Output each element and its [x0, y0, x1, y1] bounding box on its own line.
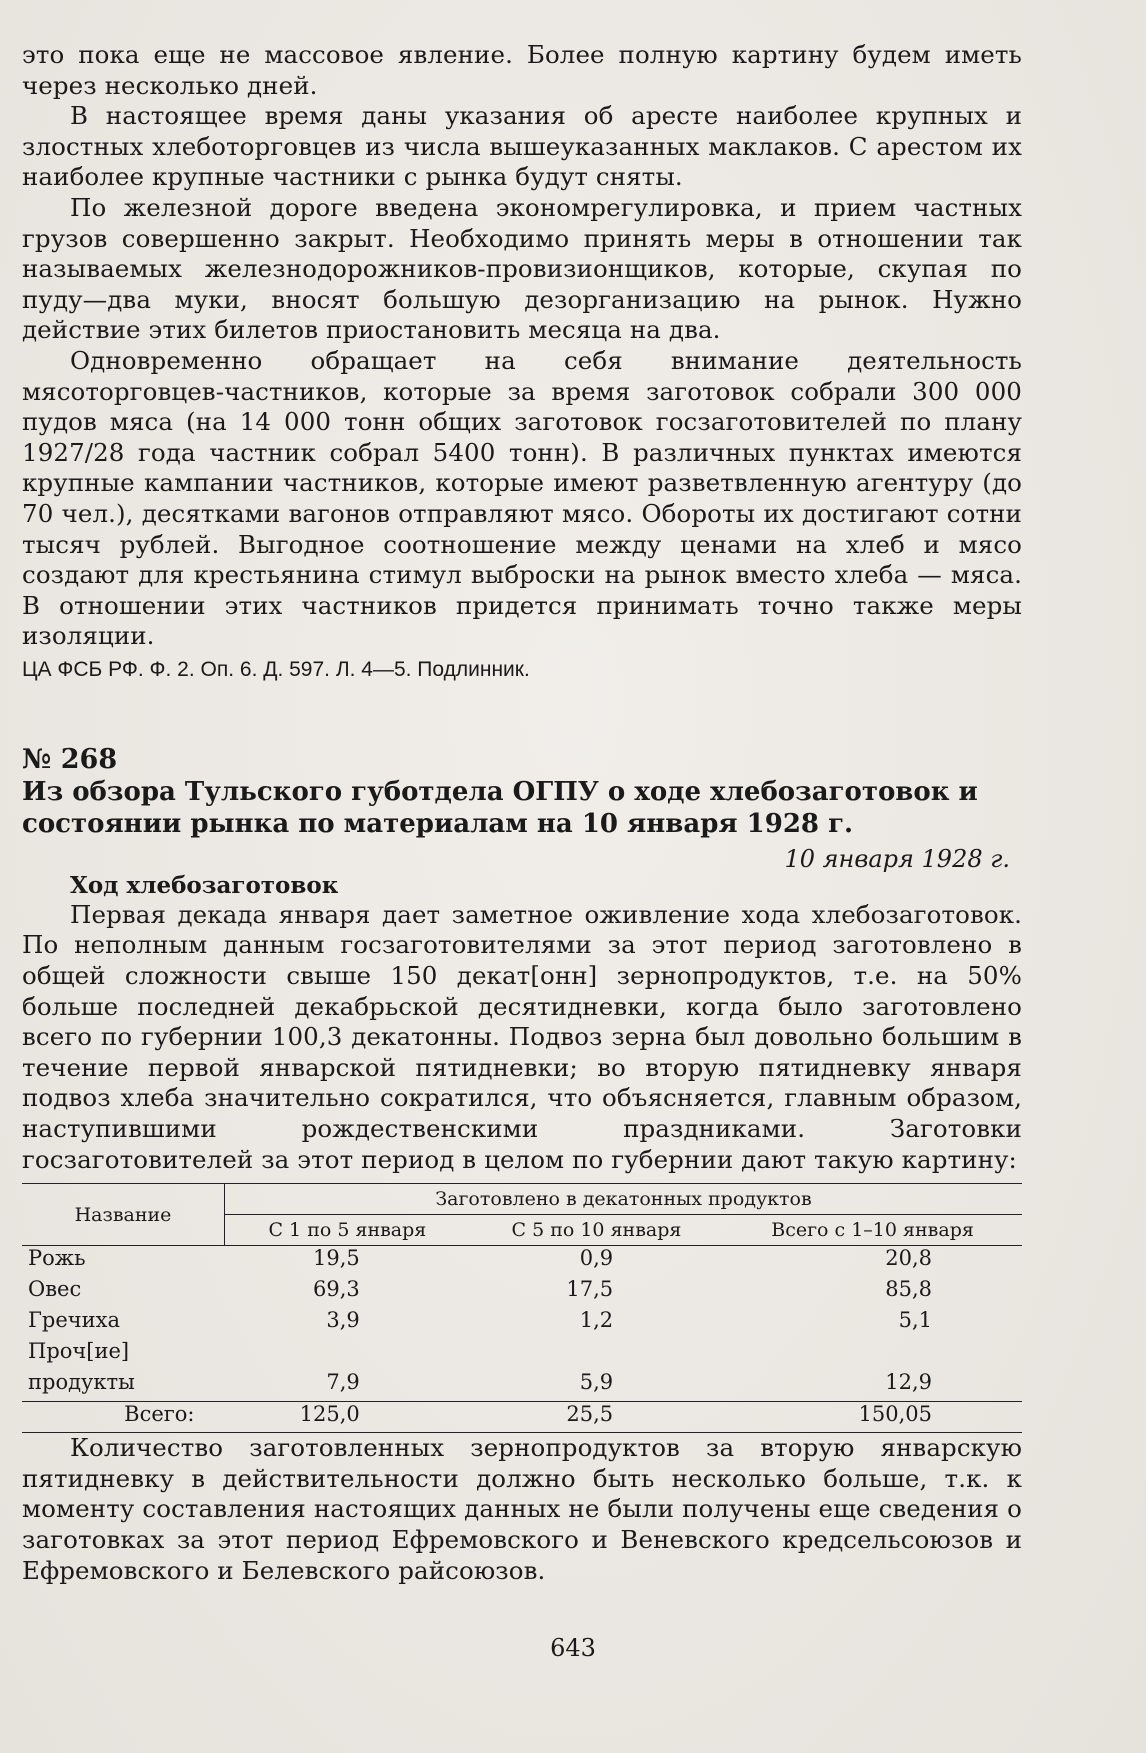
cell-value: 0,9 — [579, 1246, 614, 1271]
page-number: 643 — [550, 1634, 596, 1662]
table-row — [22, 1370, 1022, 1402]
section-heading: Ход хлебозаготовок — [70, 871, 339, 899]
total-label: Всего: — [22, 1402, 225, 1433]
cell-value: 12,9 — [885, 1370, 932, 1395]
archive-source-note: ЦА ФСБ РФ. Ф. 2. Оп. 6. Д. 597. Л. 4—5. Подлинник. — [22, 657, 530, 681]
paragraph: Количество заготовленных зернопродуктов за вторую январскую пятидневку в действительности должно быть несколько больше, т.к. к моменту составления настоящих данных не были получены еще сведения о заготовках за этот период Ефремовского и Веневского кредсельсоюзов и Ефремовского и Белевского райсоюзов. — [22, 1433, 1022, 1585]
document-date: 10 января 1928 г. — [784, 844, 1010, 873]
total-value: 25,5 — [470, 1402, 723, 1433]
text-column — [22, 40, 1022, 1586]
row-name: Рожь — [28, 1246, 86, 1271]
document-title: Из обзора Тульского губотдела ОГПУ о ходе хлебозаготовок и состоянии рынка по материалам на 10 января 1928 г. — [22, 776, 978, 839]
paragraph: это пока еще не массовое явление. Более полную картину будем иметь через несколько дней. — [22, 40, 1022, 100]
total-value: 125,0 — [225, 1402, 470, 1433]
cell-value: 7,9 — [326, 1370, 360, 1395]
paragraph: В настоящее время даны указания об аресте наиболее крупных и злостных хлеботорговцев из числа вышеуказанных маклаков. С арестом их наиболее крупные частники с рынка будут сняты. — [22, 101, 1022, 192]
cell-value: 5,9 — [579, 1370, 614, 1395]
cell-value: 3,9 — [326, 1308, 360, 1333]
column-header-name: Название — [22, 1184, 225, 1246]
cell-value: 19,5 — [313, 1246, 360, 1271]
total-value: 150,05 — [723, 1402, 1022, 1433]
procurement-table — [22, 1183, 1022, 1433]
table-row — [22, 1339, 1022, 1370]
column-header-group: Заготовлено в декатонных продуктов — [225, 1184, 1023, 1215]
table-row — [22, 1308, 1022, 1339]
cell-value: 85,8 — [885, 1277, 932, 1302]
row-name: Проч[ие] — [28, 1339, 130, 1364]
paragraph: Первая декада января дает заметное оживление хода хлебозаготовок. По неполным данным госзаготовителями за этот период заготовлено в общей сложности свыше 150 декат[онн] зернопродуктов, т.е. на 50% больше последней декабрьской десятидневки, когда было заготовлено всего по губернии 100,3 декатонны. Подвоз зерна был довольно большим в течение первой январской пятидневки; во вторую пятидневку января подвоз хлеба значительно сократился, что объясняется, главным образом, наступившими рождественскими праздниками. Заготовки госзаготовителей за этот период в целом по губернии дают такую картину: — [22, 899, 1022, 1174]
table-row — [22, 1246, 1022, 1278]
cell-value: 1,2 — [579, 1308, 614, 1333]
column-header-total: Всего с 1–10 января — [723, 1215, 1022, 1246]
column-header-jan-1-5: С 1 по 5 января — [225, 1215, 470, 1246]
row-name: Овес — [28, 1277, 82, 1302]
cell-value: 69,3 — [313, 1277, 360, 1302]
cell-value: 5,1 — [898, 1308, 932, 1333]
row-name: Гречиха — [28, 1308, 121, 1333]
cell-value: 20,8 — [885, 1246, 932, 1271]
row-name-cont: продукты — [28, 1370, 135, 1395]
paragraph: Одновременно обращает на себя внимание деятельность мясоторговцев-частников, которые за время заготовок собрали 300 000 пудов мяса (на 14 000 тонн общих заготовок госзаготовителей по плану 1927/28 года частник собрал 5400 тонн). В различных пунктах имеются крупные кампании частников, которые имеют разветвленную агентуру (до 70 чел.), десятками вагонов отправляют мясо. Обороты их достигают сотни тысяч рублей. Выгодное соотношение между ценами на хлеб и мясо создают для крестьянина стимул выброски на рынок вместо хлеба — мяса. В отношении этих частников придется принимать точно также меры изоляции. — [22, 345, 1022, 651]
table-total-row — [22, 1402, 1022, 1433]
document-number: № 268 — [22, 743, 118, 775]
paragraph: По железной дороге введена экономрегулировка, и прием частных грузов совершенно закрыт. Необходимо принять меры в отношении так называемых железнодорожников-провизионщиков, которые, скупая по пуду—два муки, вносят большую дезорганизацию на рынок. Нужно действие этих билетов приостановить месяца на два. — [22, 192, 1022, 345]
column-header-jan-5-10: С 5 по 10 января — [470, 1215, 723, 1246]
cell-value: 17,5 — [566, 1277, 614, 1302]
table-row — [22, 1277, 1022, 1308]
